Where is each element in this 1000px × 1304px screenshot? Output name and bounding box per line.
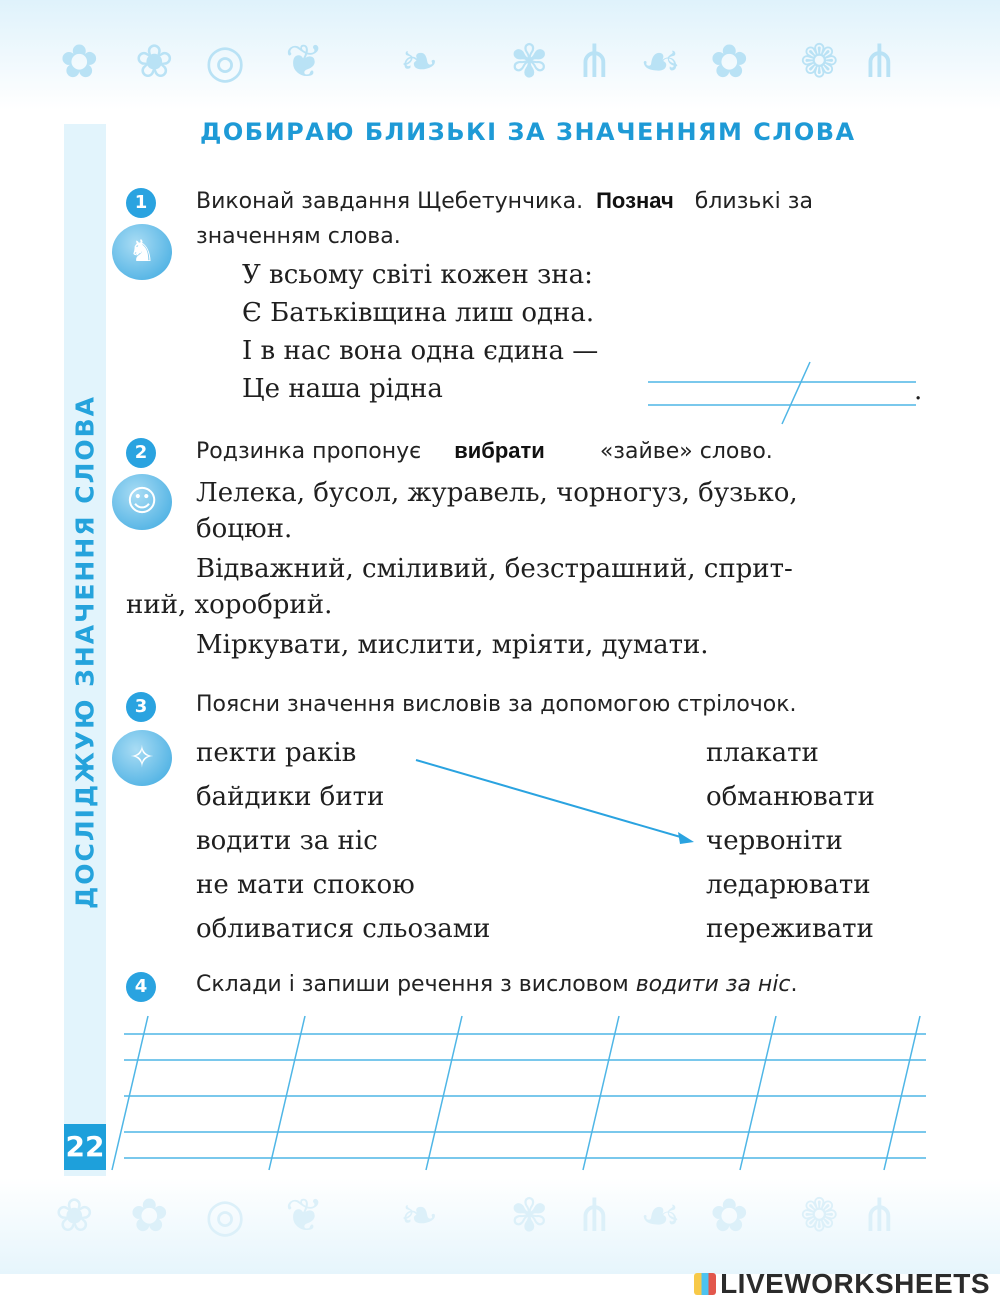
meaning-item[interactable]: переживати	[706, 914, 874, 944]
expression-item[interactable]: байдики бити	[196, 782, 385, 812]
task-4-instruction: Склади і запиши речення з висловом водити за ніс.	[196, 972, 798, 997]
poem-line: Це наша рідна	[242, 374, 443, 404]
spark-mascot-icon: ✧	[112, 730, 172, 786]
expression-item[interactable]: пекти раків	[196, 738, 357, 768]
snail-icon: ◎	[205, 34, 246, 88]
task-number-4: 4	[126, 972, 156, 1002]
snail-icon: ◎	[205, 1188, 246, 1242]
task-1-instruction: Виконай завдання Щебетунчика. Познач близькі за	[196, 188, 813, 214]
task-number-3: 3	[126, 692, 156, 722]
flower-icon: ✿	[60, 34, 99, 88]
flower-icon: ❀	[135, 34, 174, 88]
poem-end-period: .	[914, 376, 923, 406]
page-number: 22	[64, 1124, 106, 1170]
grass-icon: ⋔	[860, 34, 899, 88]
word-group-line: боцюн.	[196, 514, 293, 544]
slant-line	[740, 1016, 776, 1170]
word-group-line: Лелека, бусол, журавель, чорногуз, бузько,	[196, 478, 798, 508]
flower-small-icon: ❁	[800, 1188, 839, 1242]
expression-item[interactable]: обливатися сльозами	[196, 914, 491, 944]
plant-icon: ✾	[510, 34, 549, 88]
grass-icon: ⋔	[575, 1188, 614, 1242]
flower-icon: ✿	[710, 1188, 749, 1242]
answer-word-2[interactable]: вибрати	[454, 438, 545, 463]
sidebar-title: ДОСЛІДЖУЮ ЗНАЧЕННЯ СЛОВА	[70, 394, 100, 910]
leaf-icon: ❦	[285, 1188, 324, 1242]
flower-icon: ✿	[710, 34, 749, 88]
task-1-instruction-cont: значенням слова.	[196, 224, 401, 249]
flower-small-icon: ❁	[800, 34, 839, 88]
swirl-icon: ☙	[640, 1188, 682, 1242]
slant-line	[583, 1016, 619, 1170]
bird-mascot-icon: ♞	[112, 224, 172, 280]
poem-line: І в нас вона одна єдина —	[242, 336, 599, 366]
raisin-mascot-icon: ☺	[112, 474, 172, 530]
task-number-2: 2	[126, 438, 156, 468]
word-group-line: Міркувати, мислити, мріяти, думати.	[196, 630, 709, 660]
meaning-item[interactable]: плакати	[706, 738, 819, 768]
flower-icon: ❀	[55, 1188, 94, 1242]
match-arrow-head	[678, 832, 694, 844]
meaning-item[interactable]: ледарювати	[706, 870, 871, 900]
task-number-1: 1	[126, 188, 156, 218]
poem-line: У всьому світі кожен зна:	[242, 260, 593, 290]
leaf-icon: ❦	[285, 34, 324, 88]
match-arrow	[416, 760, 684, 838]
task-2-instruction: Родзинка пропонує вибрати «зайве» слово.	[196, 438, 773, 464]
bird-icon: ❧	[400, 1188, 439, 1242]
answer-word-1[interactable]: Познач	[596, 188, 674, 213]
bird-icon: ❧	[400, 34, 439, 88]
flower-icon: ✿	[130, 1188, 169, 1242]
task-4-expression: водити за ніс	[635, 972, 791, 997]
plant-icon: ✾	[510, 1188, 549, 1242]
expression-item[interactable]: не мати спокою	[196, 870, 415, 900]
meaning-item[interactable]: червоніти	[706, 826, 843, 856]
page-title: ДОБИРАЮ БЛИЗЬКІ ЗА ЗНАЧЕННЯМ СЛОВА	[200, 118, 856, 146]
slant-line	[884, 1016, 920, 1170]
task-3-instruction: Поясни значення висловів за допомогою стрілочок.	[196, 692, 797, 717]
slant-line	[269, 1016, 305, 1170]
expression-item[interactable]: водити за ніс	[196, 826, 378, 856]
word-group-line: Відважний, сміливий, безстрашний, сприт-	[196, 554, 793, 584]
slant-line	[426, 1016, 462, 1170]
brand-logo-icon	[694, 1273, 716, 1295]
meaning-item[interactable]: обманювати	[706, 782, 875, 812]
word-group-line: ний, хоробрий.	[126, 590, 333, 620]
poem-line: Є Батьківщина лиш одна.	[242, 298, 595, 328]
slant-line	[782, 362, 810, 424]
brand-logo[interactable]: LIVEWORKSHEETS	[694, 1268, 990, 1300]
swirl-icon: ☙	[640, 34, 682, 88]
grass-icon: ⋔	[575, 34, 614, 88]
grass-icon: ⋔	[860, 1188, 899, 1242]
slant-line	[112, 1016, 148, 1170]
